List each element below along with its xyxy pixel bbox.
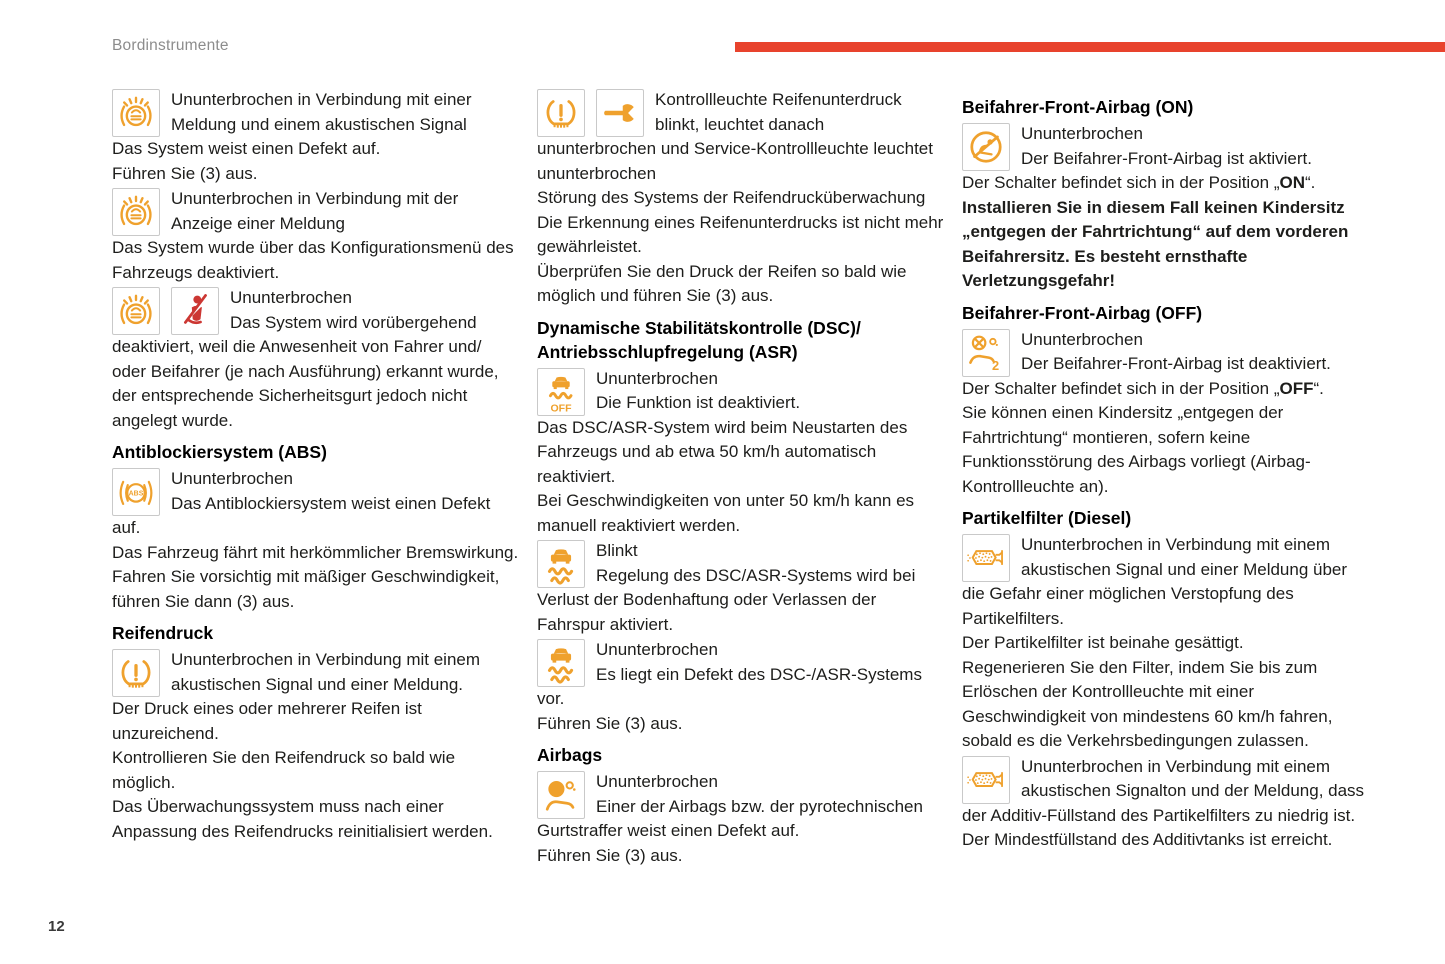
page-title: Bordinstrumente (112, 37, 229, 54)
column-2 (537, 88, 945, 869)
text-line: Ununterbrochen (1021, 124, 1143, 143)
text-line: Fahren Sie vorsichtig mit mäßiger Geschwindigkeit, führen Sie dann (3) aus. (112, 567, 500, 611)
text-segment: Der Schalter befindet sich in der Position „ (962, 173, 1280, 192)
text-line: Die Erkennung eines Reifenunterdrucks ist nicht mehr gewährleistet. (537, 212, 944, 256)
text-line: Ununterbrochen in Verbindung mit einem akustischen Signal und einer Meldung über die Gefahr einer möglichen Verstopfung des Partikelfilters. (962, 535, 1348, 628)
text-line: Der Beifahrer-Front-Airbag ist aktiviert. (1021, 148, 1312, 168)
brake-system-warning-icon (112, 89, 160, 137)
switch-position-value: ON (1279, 173, 1305, 192)
text-line: Ununterbrochen (596, 368, 718, 388)
text-line: Regelung des DSC/ASR-Systems wird bei Verlust der Bodenhaftung oder Verlassen der Fahrspur aktiviert. (537, 565, 916, 634)
text-line: Der Mindestfüllstand des Additivtanks ist erreicht. (962, 830, 1333, 849)
text-line: Ununterbrochen (171, 469, 293, 488)
page-number: 12 (48, 918, 65, 935)
esp-off-icon (537, 368, 585, 416)
section-heading: Antiblockiersystem (ABS) (112, 442, 327, 462)
text-line: Kontrollleuchte Reifenunterdruck blinkt, leuchtet danach ununterbrochen und Service-Kontrollleuchte leuchtet ununterbrochen (537, 90, 933, 183)
text-line: Führen Sie (3) aus. (537, 713, 683, 733)
text-line: Störung des Systems der Reifendrucküberwachung (537, 188, 926, 207)
passenger-airbag-on-icon (962, 123, 1010, 171)
warning-entry (112, 187, 520, 285)
abs-warning-icon (112, 468, 160, 516)
text-line: Bei Geschwindigkeiten von unter 50 km/h kann es manuell reaktiviert werden. (537, 491, 915, 535)
warning-entry (962, 533, 1370, 754)
text-line: Führen Sie (3) aus. (537, 845, 683, 865)
text-line: Führen Sie (3) aus. (112, 163, 258, 183)
warning-entry (112, 88, 520, 186)
text-segment: Der Schalter befindet sich in der Position „ (962, 378, 1280, 398)
esp-icon (537, 639, 585, 687)
text-line: Ununterbrochen (596, 640, 718, 659)
text-line (962, 377, 1370, 402)
section-heading: Partikelfilter (Diesel) (962, 508, 1132, 528)
particulate-filter-icon (962, 534, 1010, 582)
text-line: Ununterbrochen in Verbindung mit einem akustischen Signalton und der Meldung, dass der Additiv-Füllstand des Partikelfilters zu niedrig ist. (962, 756, 1365, 825)
text-segment: “. (1313, 378, 1324, 398)
text-line: Kontrollieren Sie den Reifendruck so bald wie möglich. (112, 748, 456, 792)
warning-entry (537, 367, 945, 539)
text-segment: “. (1305, 173, 1316, 192)
text-line: Regenerieren Sie den Filter, indem Sie bis zum Erlöschen der Kontrollleuchte mit einer Geschwindigkeit von mindestens 60 km/h fahren, sobald es die Verkehrsbedingungen zulassen. (962, 657, 1333, 750)
section-heading: Dynamische Stabilitätskontrolle (DSC)/ Antriebsschlupfregelung (ASR) (537, 317, 861, 362)
text-line: Ununterbrochen (1021, 329, 1143, 349)
warning-entry (537, 539, 945, 637)
text-line: Ununterbrochen in Verbindung mit der Anzeige einer Meldung (171, 189, 459, 233)
warning-entry (537, 770, 945, 868)
text-line: Das DSC/ASR-System wird beim Neustarten des Fahrzeugs und ab etwa 50 km/h automatisch reaktiviert. (537, 417, 908, 486)
warning-entry (112, 286, 520, 433)
section-heading: Reifendruck (112, 623, 214, 643)
text-line: Das Überwachungssystem muss nach einer Anpassung des Reifendrucks reinitialisiert werden. (112, 797, 493, 841)
warning-entry (962, 328, 1370, 500)
warning-entry (537, 88, 945, 309)
warning-text: Installieren Sie in diesem Fall keinen Kindersitz „entgegen der Fahrtrichtung“ auf dem vorderen Beifahrersitz. Es besteht ernsthafte Verletzungsgefahr! (962, 197, 1349, 290)
particulate-filter-icon (962, 756, 1010, 804)
airbag-warning-icon (537, 771, 585, 819)
warning-entry (962, 755, 1370, 853)
warning-entry (537, 638, 945, 736)
text-line: Das Antiblockiersystem weist einen Defekt auf. (112, 493, 491, 537)
text-line: Der Beifahrer-Front-Airbag ist deaktiviert. (1021, 354, 1331, 373)
text-line: Es liegt ein Defekt des DSC-/ASR-Systems vor. (537, 664, 922, 708)
text-line: Der Partikelfilter ist beinahe gesättigt. (962, 633, 1244, 652)
text-line: Der Druck eines oder mehrerer Reifen ist unzureichend. (112, 699, 422, 743)
switch-position-value: OFF (1279, 378, 1314, 398)
text-line: Ununterbrochen in Verbindung mit einem akustischen Signal und einer Meldung. (171, 650, 481, 694)
tyre-pressure-warning-icon (112, 649, 160, 697)
text-line: Ununterbrochen (230, 288, 352, 307)
text-line: Ununterbrochen in Verbindung mit einer Meldung und einem akustischen Signal (171, 90, 472, 134)
brake-system-warning-icon (112, 188, 160, 236)
text-line (962, 171, 1370, 196)
warning-entry (112, 648, 520, 844)
passenger-airbag-off-icon (962, 329, 1010, 377)
text-line: Das System weist einen Defekt auf. (112, 139, 381, 158)
text-line: Die Funktion ist deaktiviert. (596, 393, 801, 412)
section-heading: Beifahrer-Front-Airbag (ON) (962, 97, 1194, 117)
text-line: Blinkt (596, 541, 638, 560)
esp-icon (537, 540, 585, 588)
section-heading: Beifahrer-Front-Airbag (OFF) (962, 302, 1203, 323)
service-wrench-icon (596, 89, 644, 137)
section-heading: Airbags (537, 745, 603, 765)
content-columns (112, 88, 1370, 869)
text-line: Sie können einen Kindersitz „entgegen der Fahrtrichtung“ montieren, sofern keine Funktionsstörung des Airbags vorliegt (Airbag-Kontrollleuchte an). (962, 403, 1311, 496)
column-3 (962, 88, 1370, 869)
brake-system-warning-icon (112, 287, 160, 335)
text-line: Überprüfen Sie den Druck der Reifen so bald wie möglich und führen Sie (3) aus. (537, 261, 907, 305)
warning-entry (962, 122, 1370, 294)
text-line: Das System wird vorübergehend deaktiviert, weil die Anwesenheit von Fahrer und/ oder Beifahrer (je nach Ausführung) erkannt wurde, der entsprechende Sicherheitsgurt jedoch nicht angelegt wurde. (112, 312, 499, 430)
tyre-pressure-warning-icon (537, 89, 585, 137)
warning-entry (112, 467, 520, 614)
text-line: Das Fahrzeug fährt mit herkömmlicher Bremswirkung. (112, 542, 519, 562)
seatbelt-warning-icon (171, 287, 219, 335)
text-line: Einer der Airbags bzw. der pyrotechnischen Gurtstraffer weist einen Defekt auf. (537, 796, 923, 840)
text-line: Ununterbrochen (596, 772, 718, 791)
text-line: Das System wurde über das Konfigurationsmenü des Fahrzeugs deaktiviert. (112, 238, 514, 282)
accent-bar (735, 42, 1445, 52)
column-1 (112, 88, 520, 869)
